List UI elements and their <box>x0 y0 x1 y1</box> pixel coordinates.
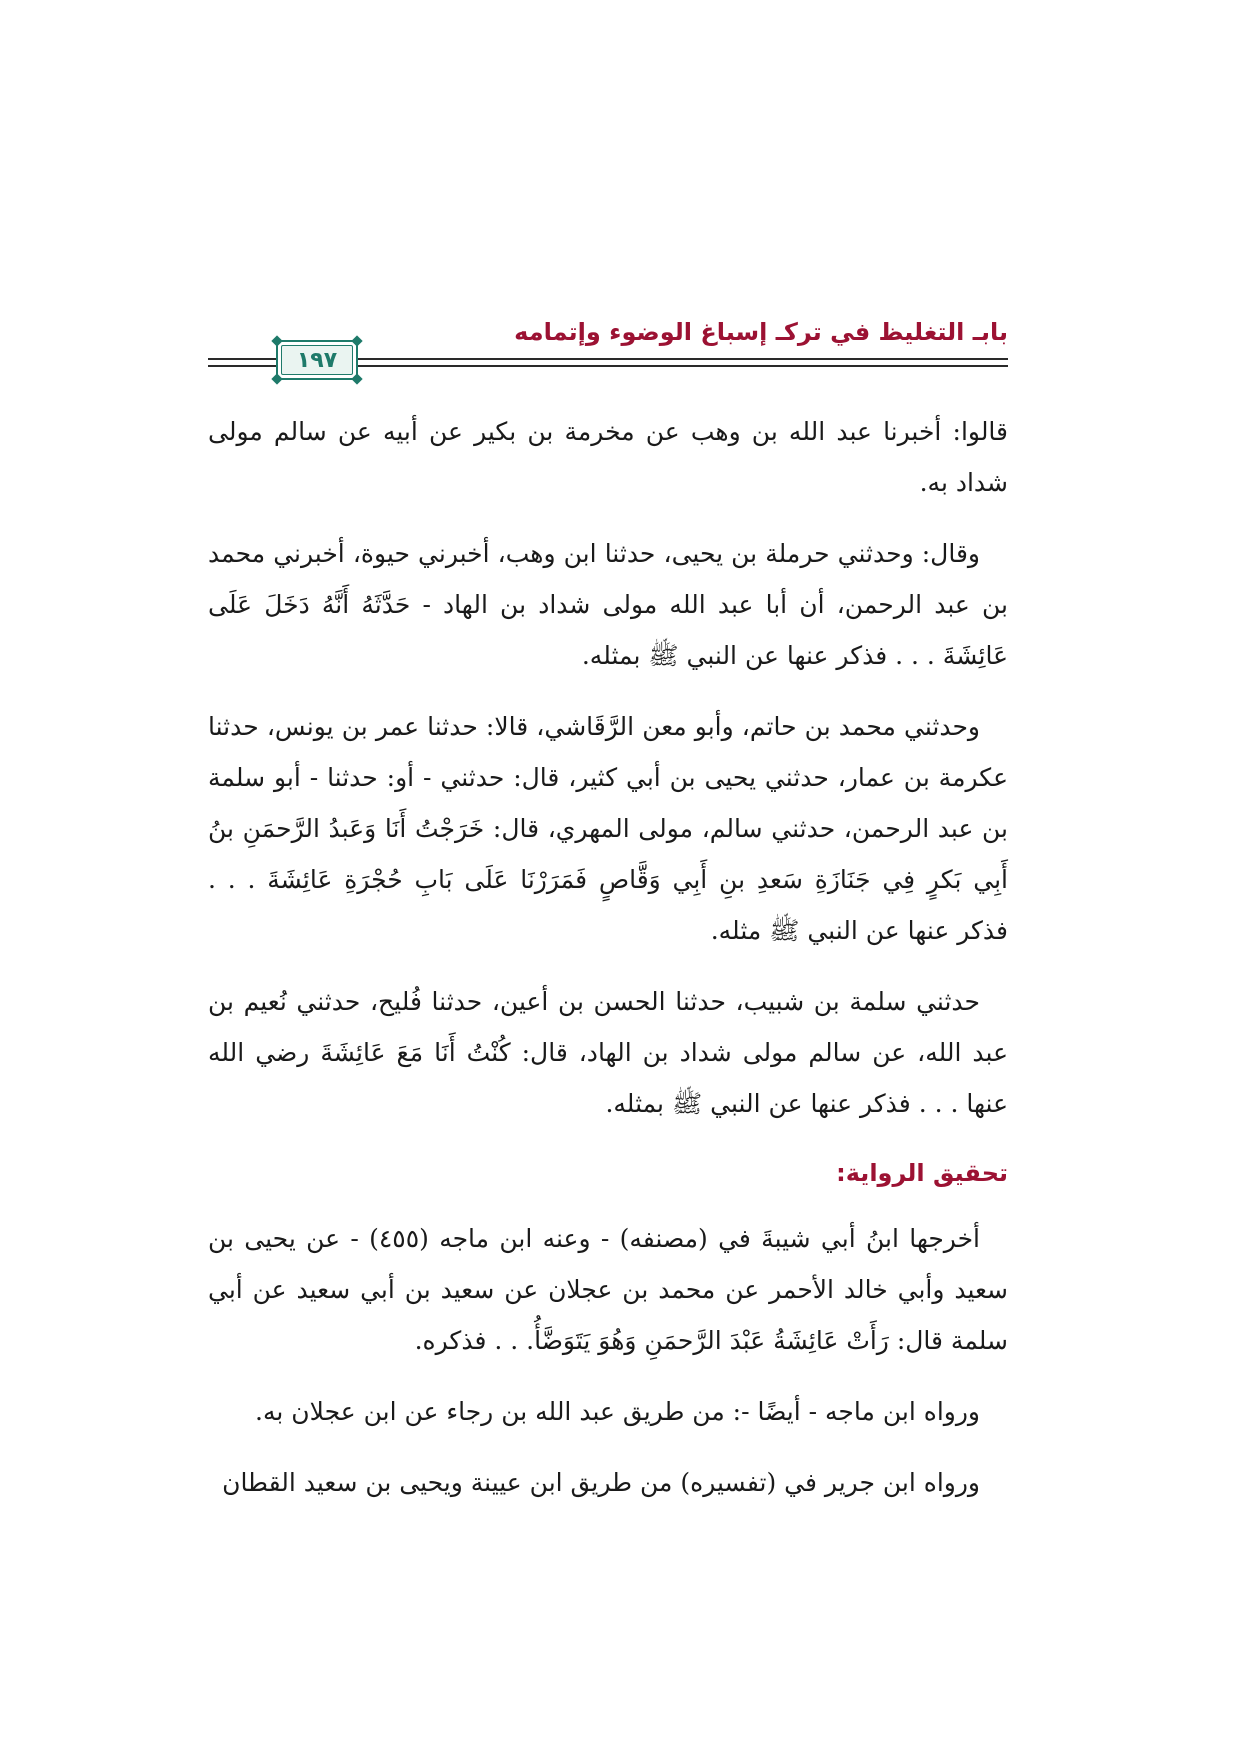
page-number-frame <box>281 345 353 375</box>
takhrij-paragraph-3: ورواه ابن جرير في (تفسيره) من طريق ابن عيينة ويحيى بن سعيد القطان <box>222 1468 980 1497</box>
paragraph-chain-3: وحدثني محمد بن حاتم، وأبو معن الرَّقَاشي، قالا: حدثنا عمر بن يونس، حدثنا عكرمة بن عمار، حدثني يحيى بن أبي كثير، قال: حدثني - أو: حدثنا - أبو سلمة بن عبد الرحمن، حدثني سالم، مولى المهري، قال: خَرَجْتُ أَنَا وَعَبدُ الرَّحمَنِ بنُ أَبِي بَكرٍ فِي جَنَازَةِ سَعدِ بنِ أَبِي وَقَّاصٍ فَمَرَرْنَا عَلَى بَابِ حُجْرَةِ عَائِشَةَ . . . فذكر عنها عن النبي ﷺ مثله. <box>208 712 1008 945</box>
section-heading: تحقيق الرواية: <box>836 1159 1008 1187</box>
page-header <box>208 318 1008 386</box>
corner-ornament-icon <box>351 335 362 346</box>
paragraph-chain-4: حدثني سلمة بن شبيب، حدثنا الحسن بن أعين، حدثنا فُليح، حدثني نُعيم بن عبد الله، عن سالم مولى شداد بن الهاد، قال: كُنْتُ أَنَا مَعَ عَائِشَةَ رضي الله عنها . . . فذكر عنها عن النبي ﷺ بمثله. <box>208 987 1008 1118</box>
corner-ornament-icon <box>271 373 282 384</box>
corner-ornament-icon <box>351 373 362 384</box>
paragraph-chain-1: قالوا: أخبرنا عبد الله بن وهب عن مخرمة بن بكير عن أبيه عن سالم مولى شداد به. <box>208 417 1008 497</box>
takhrij-paragraph-1: أخرجها ابنُ أبي شيبةَ في (مصنفه) - وعنه ابن ماجه (٤٥٥) - عن يحيى بن سعيد وأبي خالد الأحمر عن محمد بن عجلان عن سعيد بن أبي سعيد عن أبي سلمة قال: رَأَتْ عَائِشَةُ عَبْدَ الرَّحمَنِ وَهُوَ يَتَوَضَّأُ. . . فذكره. <box>208 1224 1008 1355</box>
page-content <box>208 406 1008 1528</box>
chapter-title: بابـ التغليظ في تركـ إسباغ الوضوء وإتمامه <box>514 318 1008 346</box>
page-number: ١٩٧ <box>296 347 338 373</box>
paragraph-chain-2: وقال: وحدثني حرملة بن يحيى، حدثنا ابن وهب، أخبرني حيوة، أخبرني محمد بن عبد الرحمن، أن أبا عبد الله مولى شداد بن الهاد - حَدَّثَهُ أَنَّهُ دَخَلَ عَلَى عَائِشَةَ . . . فذكر عنها عن النبي ﷺ بمثله. <box>208 539 1008 670</box>
takhrij-paragraph-2: ورواه ابن ماجه - أيضًا -: من طريق عبد الله بن رجاء عن ابن عجلان به. <box>255 1397 980 1426</box>
page-number-badge <box>276 340 358 380</box>
